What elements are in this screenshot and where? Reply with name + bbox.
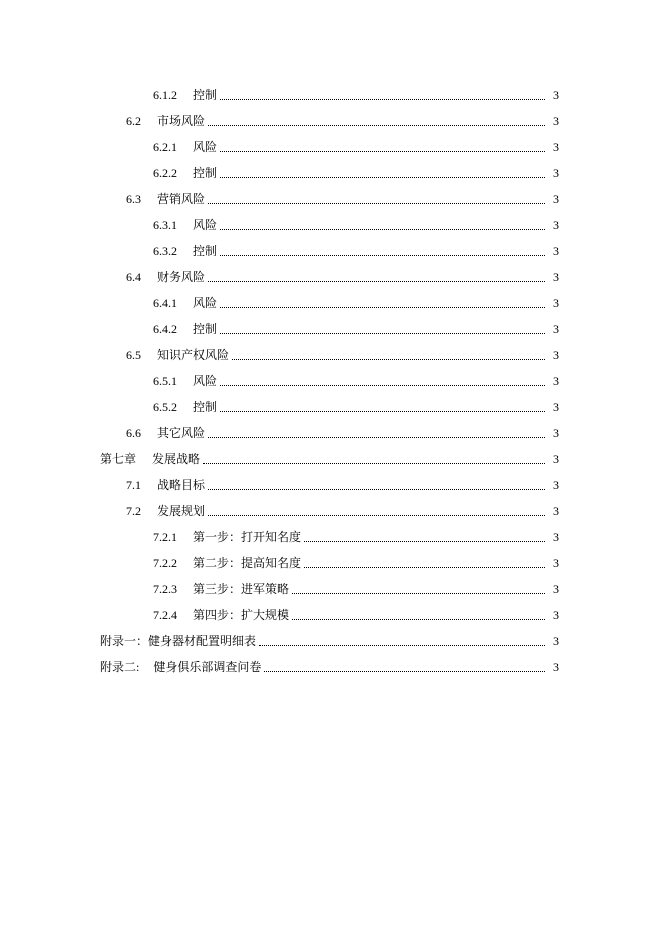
toc-dot-leader [208,281,545,282]
toc-entry-number: 6.6 [126,426,141,440]
toc-entry-title: 知识产权风险 [157,348,230,362]
toc-entry-number: 附录一： [100,634,149,648]
toc-entry[interactable] [0,394,662,420]
toc-entry-title: 其它风险 [157,426,206,440]
toc-entry-page: 3 [553,582,559,596]
toc-dot-leader [304,541,545,542]
toc-entry-page: 3 [553,192,559,206]
toc-entry[interactable] [0,316,662,342]
toc-entry-page: 3 [553,400,559,414]
toc-entry-page: 3 [553,504,559,518]
toc-dot-leader [220,255,545,256]
toc-entry-page: 3 [553,374,559,388]
toc-entry-number: 7.2 [126,504,141,518]
toc-entry[interactable] [0,290,662,316]
toc-dot-leader [220,99,545,100]
toc-dot-leader [220,177,545,178]
toc-dot-leader [203,463,545,464]
toc-entry-title: 控制 [193,166,218,180]
toc-entry-page: 3 [553,296,559,310]
toc-entry-appendix[interactable] [0,628,662,654]
toc-dot-leader [232,359,545,360]
toc-entry[interactable] [0,186,662,212]
toc-entry-title: 第三步：进军策略 [193,582,290,596]
toc-entry-title: 控制 [193,88,218,102]
toc-entry-number: 7.2.4 [153,608,177,622]
toc-entry-title: 风险 [193,140,218,154]
toc-entry-number: 6.2.2 [153,166,177,180]
toc-dot-leader [304,567,545,568]
toc-entry[interactable] [0,342,662,368]
toc-entry-number: 6.4 [126,270,141,284]
toc-entry-title: 营销风险 [157,192,206,206]
toc-entry-number: 6.2 [126,114,141,128]
toc-entry-number: 6.5.1 [153,374,177,388]
toc-entry-page: 3 [553,88,559,102]
toc-entry[interactable] [0,108,662,134]
toc-entry-title: 控制 [193,400,218,414]
toc-entry-number: 6.5 [126,348,141,362]
toc-entry-page: 3 [553,166,559,180]
toc-entry[interactable] [0,212,662,238]
toc-dot-leader [220,229,545,230]
toc-entry-page: 3 [553,530,559,544]
toc-entry-number: 7.2.2 [153,556,177,570]
toc-entry-number: 6.3.1 [153,218,177,232]
toc-entry-page: 3 [553,114,559,128]
toc-entry-title: 发展规划 [157,504,206,518]
toc-entry-chapter[interactable] [0,446,662,472]
toc-entry-number: 6.4.1 [153,296,177,310]
toc-dot-leader [208,515,545,516]
toc-entry-page: 3 [553,634,559,648]
toc-entry-page: 3 [553,140,559,154]
toc-entry-number: 7.2.1 [153,530,177,544]
toc-entry[interactable] [0,160,662,186]
toc-entry-number: 6.4.2 [153,322,177,336]
toc-entry-appendix[interactable] [0,654,662,680]
toc-dot-leader [292,619,545,620]
toc-dot-leader [220,385,545,386]
toc-entry[interactable] [0,420,662,446]
toc-entry-title: 控制 [193,322,218,336]
toc-entry-number: 6.2.1 [153,140,177,154]
toc-entry-number: 附录二: [100,660,140,674]
toc-entry-title: 健身器材配置明细表 [148,634,257,648]
toc-entry-number: 6.5.2 [153,400,177,414]
toc-entry[interactable] [0,134,662,160]
toc-entry[interactable] [0,472,662,498]
toc-entry[interactable] [0,498,662,524]
toc-dot-leader [220,151,545,152]
toc-dot-leader [220,411,545,412]
toc-entry-number: 6.3 [126,192,141,206]
toc-dot-leader [208,125,545,126]
toc-entry[interactable] [0,82,662,108]
toc-dot-leader [220,307,545,308]
toc-entry-page: 3 [553,426,559,440]
toc-entry-number: 7.1 [126,478,141,492]
toc-entry-title: 第一步：打开知名度 [193,530,302,544]
toc-entry[interactable] [0,602,662,628]
toc-entry-page: 3 [553,660,559,674]
toc-entry-number: 第七章 [100,452,137,466]
toc-entry-page: 3 [553,452,559,466]
toc-entry-page: 3 [553,608,559,622]
toc-entry-title: 第四步：扩大规模 [193,608,290,622]
toc-dot-leader [220,333,545,334]
toc-entry-title: 风险 [193,374,218,388]
toc-entry-title: 发展战略 [152,452,201,466]
toc-dot-leader [208,437,545,438]
toc-entry-title: 健身俱乐部调查问卷 [153,660,262,674]
toc-entry-title: 财务风险 [157,270,206,284]
toc-entry-page: 3 [553,348,559,362]
toc-entry-title: 第二步：提高知名度 [193,556,302,570]
toc-entry-page: 3 [553,244,559,258]
toc-entry-title: 控制 [193,244,218,258]
toc-entry-title: 风险 [193,296,218,310]
toc-dot-leader [208,203,545,204]
toc-entry-title: 战略目标 [157,478,206,492]
toc-entry-page: 3 [553,478,559,492]
toc-entry-page: 3 [553,270,559,284]
toc-entry[interactable] [0,550,662,576]
toc-entry-page: 3 [553,218,559,232]
toc-dot-leader [292,593,545,594]
toc-dot-leader [208,489,545,490]
table-of-contents [0,82,662,680]
toc-entry-page: 3 [553,556,559,570]
toc-entry-number: 6.1.2 [153,88,177,102]
toc-entry[interactable] [0,368,662,394]
toc-entry[interactable] [0,524,662,550]
toc-entry-title: 风险 [193,218,218,232]
toc-entry-title: 市场风险 [157,114,206,128]
toc-entry[interactable] [0,238,662,264]
toc-entry-number: 7.2.3 [153,582,177,596]
toc-entry-number: 6.3.2 [153,244,177,258]
toc-dot-leader [264,671,545,672]
toc-entry[interactable] [0,264,662,290]
toc-entry-page: 3 [553,322,559,336]
toc-dot-leader [259,645,545,646]
toc-entry[interactable] [0,576,662,602]
